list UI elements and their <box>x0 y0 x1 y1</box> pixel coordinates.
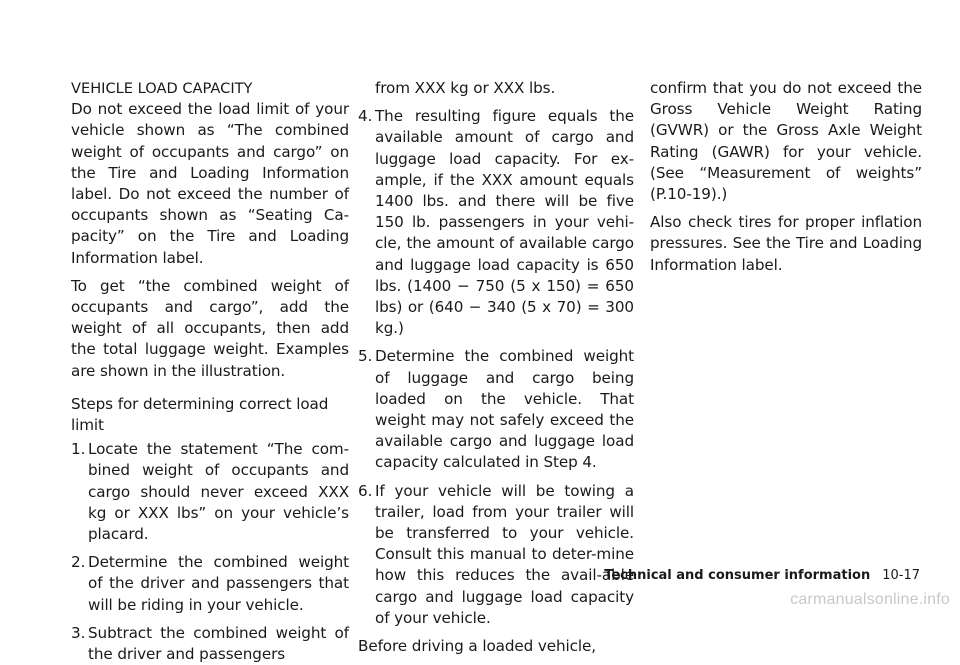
step-3-continued: from XXX kg or XXX lbs. <box>375 79 556 97</box>
footer-section-title: Technical and consumer information <box>604 568 871 583</box>
load-limit-paragraph: Do not exceed the load limit of your vehicle shown as “The combined weight of occupants and cargo” on the Tire and Loading Information label. Do not exceed the number of occupants shown as “Seating Ca-pacity” on the Tire and Loading Information label. <box>71 100 349 267</box>
step-1-text: Locate the statement “The com-bined weight of occupants and cargo should never exceed XXX kg or XXX lbs” on your vehicle’s placard. <box>88 440 349 544</box>
step-4 <box>358 106 634 339</box>
step-6 <box>358 481 634 629</box>
combined-weight-paragraph: To get “the combined weight of occupants and cargo”, add the weight of all occupants, then add the total luggage weight. Examples are shown in the illustration. <box>71 276 349 380</box>
step-3-number: 3. <box>71 623 86 642</box>
step-1 <box>71 439 349 545</box>
middle-column <box>358 78 634 657</box>
step-3 <box>71 623 349 665</box>
right-column <box>650 78 922 276</box>
weight-rating-paragraph: confirm that you do not exceed the Gross Vehicle Weight Rating (GVWR) or the Gross Axle Weight Rating (GAWR) for your vehicle. (See “Measurement of weights” (P.10-19).) <box>650 79 922 204</box>
step-5-number: 5. <box>358 347 373 366</box>
steps-heading: Steps for determining correct load limit <box>71 394 329 435</box>
step-6-text: If your vehicle will be towing a trailer, load from your trailer will be transferred to your vehicle. Consult this manual to deter-mine how this reduces the avail-able cargo and luggage load capacity of your vehicle. <box>375 481 634 627</box>
step-5-text: Determine the combined weight of luggage and cargo being loaded on the vehicle. That weight may not safely exceed the available cargo and luggage load capacity calculated in Step 4. <box>375 347 634 472</box>
page-number: 10-17 <box>882 568 920 583</box>
watermark: carmanualsonline.info <box>790 591 950 608</box>
step-6-number: 6. <box>358 481 373 500</box>
step-2 <box>71 552 349 616</box>
step-5 <box>358 346 634 473</box>
step-3-text: Subtract the combined weight of the driver and passengers <box>88 623 349 664</box>
tire-inflation-paragraph: Also check tires for proper inflation pressures. See the Tire and Loading Information label. <box>650 213 922 274</box>
step-4-text: The resulting figure equals the available amount of cargo and luggage load capacity. For ex-ample, if the XXX amount equals 1400 lbs. and there will be five 150 lb. passengers in your vehi-cle, the amount of available cargo and luggage load capacity is 650 lbs. (1400 − 750 (5 x 150) = 650 lbs) or (640 − 340 (5 x 70) = 300 kg.) <box>375 107 634 338</box>
section-heading: VEHICLE LOAD CAPACITY <box>71 80 253 97</box>
step-2-number: 2. <box>71 553 86 572</box>
page-footer <box>604 568 920 583</box>
before-driving-paragraph: Before driving a loaded vehicle, <box>358 637 597 656</box>
step-4-number: 4. <box>358 107 373 126</box>
left-column <box>71 78 349 665</box>
step-1-number: 1. <box>71 440 86 459</box>
step-2-text: Determine the combined weight of the driver and passengers that will be riding in your vehicle. <box>88 553 349 614</box>
